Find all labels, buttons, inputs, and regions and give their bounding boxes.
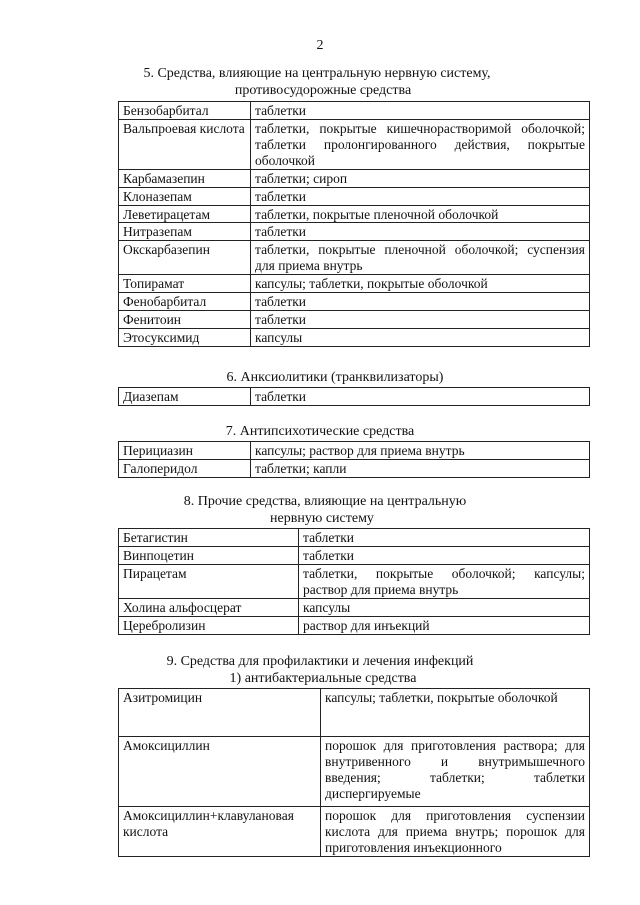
table-row	[119, 564, 590, 598]
table-row	[119, 187, 590, 205]
drug-name: Карбамазепин	[119, 169, 251, 187]
drug-form: порошок для приготовления раствора; для внутривенного и внутримышечного введения; таблетки; таблетки диспергируемые	[321, 737, 590, 807]
section-5-heading	[0, 66, 640, 100]
section-8-heading-line-2: нервную систему	[270, 510, 374, 526]
section-7-table	[118, 441, 590, 478]
table-row	[119, 529, 590, 547]
table-row	[119, 807, 590, 857]
drug-name: Галоперидол	[119, 459, 251, 477]
table-row	[119, 119, 590, 169]
section-9-heading-line-1: 9. Средства для профилактики и лечения инфекций	[166, 654, 474, 669]
table-row	[119, 102, 590, 120]
section-8-heading	[0, 494, 640, 528]
section-9-table	[118, 688, 590, 857]
table-row	[119, 223, 590, 241]
page-number: 2	[316, 38, 324, 53]
drug-form: таблетки	[299, 529, 590, 547]
drug-form: таблетки, покрытые пленочной оболочкой	[251, 205, 590, 223]
drug-form: таблетки	[251, 311, 590, 329]
drug-form: капсулы	[299, 598, 590, 616]
table-row	[119, 459, 590, 477]
drug-name: Пирацетам	[119, 564, 299, 598]
section-7-heading-line-1: 7. Антипсихотические средства	[225, 424, 415, 439]
section-8-table	[118, 528, 590, 635]
drug-name: Азитромицин	[119, 689, 321, 737]
table-row	[119, 169, 590, 187]
section-5-table	[118, 101, 590, 347]
drug-name: Фенитоин	[119, 311, 251, 329]
drug-form: таблетки	[251, 388, 590, 406]
drug-name: Клоназепам	[119, 187, 251, 205]
section-8-heading-line-1: 8. Прочие средства, влияющие на центральную	[183, 494, 467, 509]
drug-form: капсулы	[251, 328, 590, 346]
drug-name: Холина альфосцерат	[119, 598, 299, 616]
section-7-heading	[0, 424, 640, 441]
drug-name: Окскарбазепин	[119, 241, 251, 275]
drug-name: Амоксициллин+клавулановая кислота	[119, 807, 321, 857]
table-row	[119, 616, 590, 634]
drug-name: Нитразепам	[119, 223, 251, 241]
section-6-table	[118, 387, 590, 406]
table-row	[119, 598, 590, 616]
table-row	[119, 442, 590, 460]
drug-form: таблетки	[251, 293, 590, 311]
drug-name: Церебролизин	[119, 616, 299, 634]
section-9-heading-line-2: 1) антибактериальные средства	[229, 670, 417, 686]
table-row	[119, 388, 590, 406]
drug-form: капсулы; раствор для приема внутрь	[251, 442, 590, 460]
drug-name: Вальпроевая кислота	[119, 119, 251, 169]
drug-form: таблетки, покрытые кишечнорастворимой оболочкой; таблетки пролонгированного действия, покрытые оболочкой	[251, 119, 590, 169]
section-5-heading-line-1: 5. Средства, влияющие на центральную нервную систему,	[143, 66, 491, 81]
drug-name: Фенобарбитал	[119, 293, 251, 311]
table-row	[119, 275, 590, 293]
table-row	[119, 328, 590, 346]
drug-name: Бензобарбитал	[119, 102, 251, 120]
drug-form: таблетки	[251, 102, 590, 120]
table-row	[119, 737, 590, 807]
drug-name: Топирамат	[119, 275, 251, 293]
drug-form: раствор для инъекций	[299, 616, 590, 634]
drug-name: Этосуксимид	[119, 328, 251, 346]
table-row	[119, 205, 590, 223]
table-row	[119, 293, 590, 311]
drug-name: Диазепам	[119, 388, 251, 406]
drug-form: таблетки, покрытые пленочной оболочкой; суспензия для приема внутрь	[251, 241, 590, 275]
section-6-heading	[0, 370, 640, 387]
section-9-heading	[0, 654, 640, 688]
section-5-heading-line-2: противосудорожные средства	[234, 82, 412, 98]
table-row	[119, 311, 590, 329]
drug-form: таблетки, покрытые оболочкой; капсулы; раствор для приема внутрь	[299, 564, 590, 598]
drug-name: Перициазин	[119, 442, 251, 460]
drug-name: Леветирацетам	[119, 205, 251, 223]
drug-form: таблетки	[251, 223, 590, 241]
drug-form: таблетки	[251, 187, 590, 205]
drug-form: капсулы; таблетки, покрытые оболочкой	[321, 689, 590, 737]
drug-name: Винпоцетин	[119, 546, 299, 564]
section-6-heading-line-1: 6. Анксиолитики (транквилизаторы)	[226, 370, 444, 385]
drug-form: порошок для приготовления суспензии кислота для приема внутрь; порошок для приготовления инъекционного	[321, 807, 590, 857]
table-row	[119, 689, 590, 737]
table-row	[119, 546, 590, 564]
drug-name: Бетагистин	[119, 529, 299, 547]
drug-form: таблетки; капли	[251, 459, 590, 477]
table-row	[119, 241, 590, 275]
drug-form: таблетки; сироп	[251, 169, 590, 187]
drug-form: капсулы; таблетки, покрытые оболочкой	[251, 275, 590, 293]
drug-form: таблетки	[299, 546, 590, 564]
drug-name: Амоксициллин	[119, 737, 321, 807]
